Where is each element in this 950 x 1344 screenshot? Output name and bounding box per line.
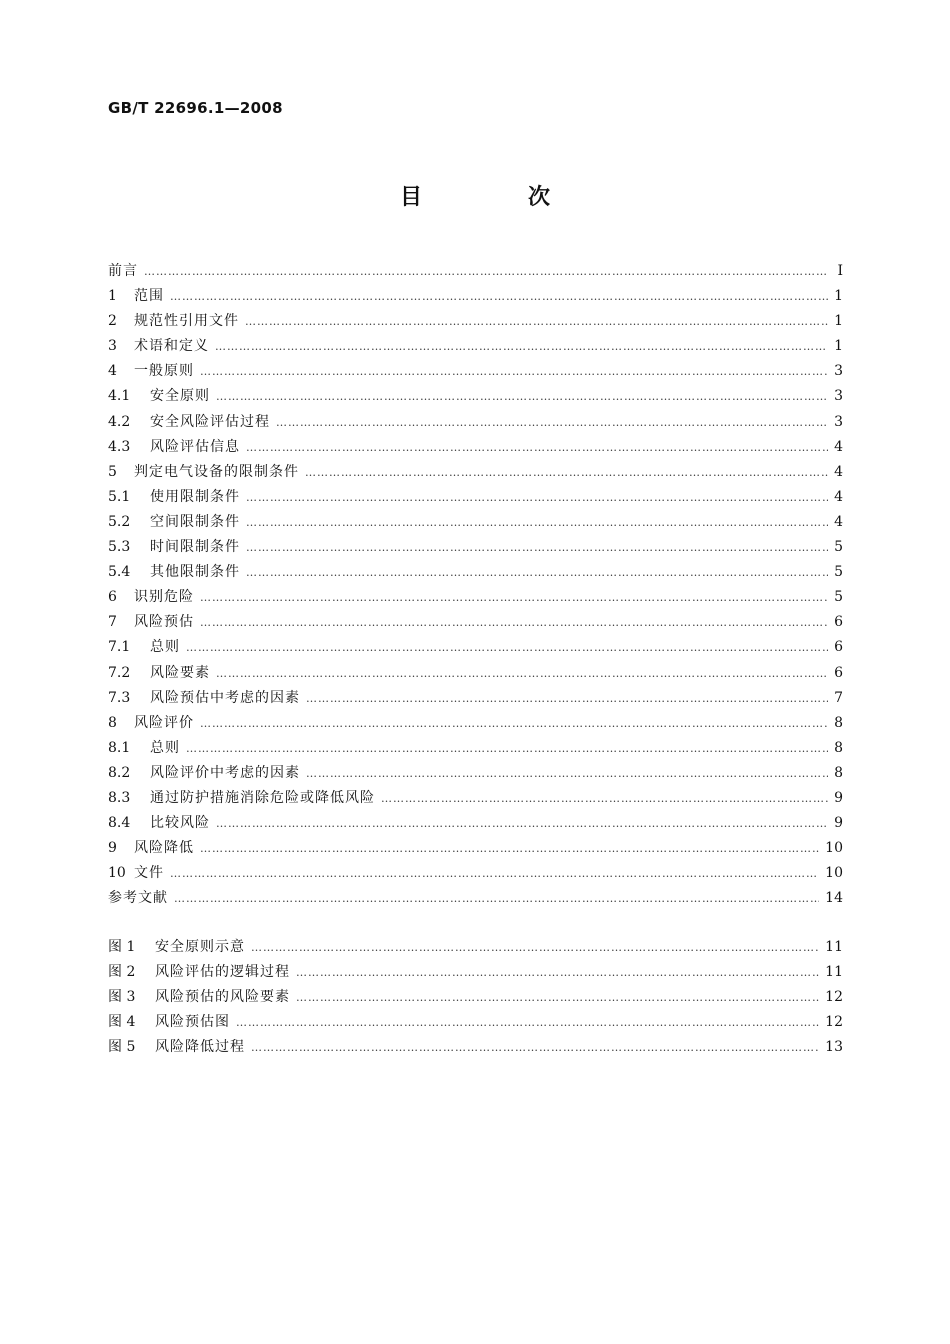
dot-leader <box>200 585 828 610</box>
toc-entry-number: 8 <box>108 714 117 731</box>
toc-entry-number: 图 3 <box>108 989 136 1006</box>
toc-entry-label: 风险评价 <box>134 714 194 731</box>
toc-entry-label: 前言 <box>108 263 138 279</box>
dot-leader <box>186 635 828 660</box>
toc-entry-label: 风险降低 <box>134 840 194 857</box>
toc-entry-number: 7.2 <box>108 664 131 681</box>
toc-entry[interactable] <box>108 786 843 811</box>
toc-entry-number: 4.1 <box>108 388 131 405</box>
toc-entry-label: 识别危险 <box>134 589 194 606</box>
dot-leader <box>174 886 819 911</box>
dot-leader <box>246 535 828 560</box>
toc-entry[interactable] <box>108 686 843 711</box>
dot-leader <box>245 309 828 334</box>
dot-leader <box>381 786 828 811</box>
toc-entry-number: 5.1 <box>108 488 131 505</box>
toc-entry-page: 6 <box>834 639 843 656</box>
dot-leader <box>306 761 828 786</box>
toc-entry-number: 8.3 <box>108 789 131 806</box>
toc-entry[interactable] <box>108 935 843 960</box>
toc-entry-page: 10 <box>825 865 843 882</box>
toc-entry-label: 其他限制条件 <box>150 564 240 581</box>
toc-entry[interactable] <box>108 460 843 485</box>
toc-entry[interactable] <box>108 635 843 660</box>
toc-entry-page: 1 <box>834 338 843 355</box>
toc-entry-number: 7 <box>108 614 117 631</box>
toc-entry-label: 总则 <box>150 739 180 756</box>
table-of-contents <box>108 259 843 911</box>
toc-entry-number: 图 2 <box>108 964 136 981</box>
toc-entry-page: 12 <box>825 1014 843 1031</box>
toc-entry-page: 1 <box>834 288 843 305</box>
toc-entry-number: 6 <box>108 589 117 606</box>
toc-entry-page: 11 <box>825 939 843 955</box>
toc-entry[interactable] <box>108 485 843 510</box>
toc-entry-label: 风险要素 <box>150 664 210 681</box>
toc-entry-label: 范围 <box>134 288 164 305</box>
toc-entry-number: 8.4 <box>108 815 131 832</box>
toc-entry-label: 术语和定义 <box>134 338 209 355</box>
page-title: 目 次 <box>399 185 592 210</box>
toc-entry[interactable] <box>108 259 843 284</box>
toc-entry-page: 13 <box>825 1039 843 1056</box>
toc-entry-page: 7 <box>834 689 843 706</box>
list-of-figures <box>108 935 843 1060</box>
toc-entry-page: 4 <box>834 463 843 480</box>
toc-entry-number: 7.1 <box>108 639 131 656</box>
toc-entry-number: 1 <box>108 288 117 305</box>
dot-leader <box>216 661 828 686</box>
toc-entry[interactable] <box>108 661 843 686</box>
toc-entry-label: 使用限制条件 <box>150 488 240 505</box>
dot-leader <box>200 711 828 736</box>
toc-entry-label: 风险评价中考虑的因素 <box>150 764 300 781</box>
dot-leader <box>236 1010 819 1035</box>
toc-entry-number: 4.3 <box>108 438 131 455</box>
toc-entry-label: 风险评估信息 <box>150 438 240 455</box>
toc-entry-number: 图 4 <box>108 1014 136 1031</box>
toc-entry-page: 11 <box>825 964 843 981</box>
toc-entry[interactable] <box>108 861 843 886</box>
toc-entry[interactable] <box>108 736 843 761</box>
toc-entry-number: 5.2 <box>108 513 131 530</box>
dot-leader <box>306 686 828 711</box>
toc-entry[interactable] <box>108 1035 843 1060</box>
toc-entry-label: 比较风险 <box>150 815 210 832</box>
toc-entry[interactable] <box>108 309 843 334</box>
toc-entry-label: 安全风险评估过程 <box>150 413 270 430</box>
toc-entry-number: 5.3 <box>108 539 131 556</box>
dot-leader <box>276 410 828 435</box>
toc-entry-number: 10 <box>108 865 126 882</box>
dot-leader <box>186 736 828 761</box>
toc-entry-page: 9 <box>834 815 843 832</box>
toc-entry-label: 总则 <box>150 639 180 656</box>
toc-entry[interactable] <box>108 836 843 861</box>
toc-entry[interactable] <box>108 334 843 359</box>
toc-entry[interactable] <box>108 560 843 585</box>
toc-entry-number: 9 <box>108 840 117 857</box>
dot-leader <box>246 435 828 460</box>
toc-entry[interactable] <box>108 585 843 610</box>
toc-entry-label: 风险预估的风险要素 <box>155 989 290 1006</box>
dot-leader <box>251 1035 819 1060</box>
toc-entry[interactable] <box>108 886 843 911</box>
dot-leader <box>305 460 828 485</box>
toc-entry-label: 风险预估图 <box>155 1014 230 1031</box>
toc-entry-page: 14 <box>825 890 843 907</box>
toc-entry-page: Ⅰ <box>837 263 843 279</box>
toc-entry[interactable] <box>108 510 843 535</box>
dot-leader <box>216 384 828 409</box>
toc-entry-number: 8.1 <box>108 739 131 756</box>
dot-leader <box>215 334 828 359</box>
toc-entry-number: 3 <box>108 338 117 355</box>
toc-entry-number: 4.2 <box>108 413 131 430</box>
toc-entry-label: 时间限制条件 <box>150 539 240 556</box>
toc-entry-number: 图 1 <box>108 939 136 955</box>
toc-entry-label: 参考文献 <box>108 890 168 907</box>
toc-entry-label: 一般原则 <box>134 363 194 380</box>
toc-entry[interactable] <box>108 284 843 309</box>
toc-entry[interactable] <box>108 1010 843 1035</box>
toc-entry-page: 12 <box>825 989 843 1006</box>
toc-entry[interactable] <box>108 811 843 836</box>
dot-leader <box>200 836 819 861</box>
toc-entry[interactable] <box>108 359 843 384</box>
toc-entry-number: 5 <box>108 463 117 480</box>
toc-entry-label: 判定电气设备的限制条件 <box>134 463 299 480</box>
toc-entry-number: 4 <box>108 363 117 380</box>
toc-entry-label: 空间限制条件 <box>150 513 240 530</box>
dot-leader <box>144 259 829 284</box>
toc-entry-number: 2 <box>108 313 117 330</box>
toc-entry-label: 安全原则 <box>150 388 210 405</box>
toc-entry-page: 8 <box>834 764 843 781</box>
toc-entry-label: 风险预估 <box>134 614 194 631</box>
toc-entry[interactable] <box>108 960 843 985</box>
toc-entry-page: 6 <box>834 614 843 631</box>
toc-entry-number: 5.4 <box>108 564 131 581</box>
toc-entry-label: 规范性引用文件 <box>134 313 239 330</box>
dot-leader <box>200 610 828 635</box>
toc-entry-page: 1 <box>834 313 843 330</box>
toc-entry-page: 8 <box>834 714 843 731</box>
dot-leader <box>246 560 828 585</box>
toc-entry-number: 图 5 <box>108 1039 136 1056</box>
standard-code: GB/T 22696.1—2008 <box>108 99 283 117</box>
toc-entry[interactable] <box>108 610 843 635</box>
dot-leader <box>170 861 819 886</box>
toc-entry-label: 风险评估的逻辑过程 <box>155 964 290 981</box>
toc-entry-page: 6 <box>834 664 843 681</box>
toc-entry[interactable] <box>108 985 843 1010</box>
toc-entry-page: 10 <box>825 840 843 857</box>
dot-leader <box>216 811 828 836</box>
toc-entry-page: 3 <box>834 388 843 405</box>
toc-entry-number: 7.3 <box>108 689 131 706</box>
dot-leader <box>246 485 828 510</box>
dot-leader <box>251 935 819 960</box>
toc-entry-page: 5 <box>834 539 843 556</box>
toc-entry[interactable] <box>108 410 843 435</box>
toc-entry-page: 8 <box>834 739 843 756</box>
dot-leader <box>200 359 828 384</box>
toc-entry-page: 4 <box>834 438 843 455</box>
toc-entry[interactable] <box>108 711 843 736</box>
toc-entry-page: 9 <box>834 789 843 806</box>
toc-entry[interactable] <box>108 535 843 560</box>
toc-entry-label: 风险预估中考虑的因素 <box>150 689 300 706</box>
toc-entry-page: 4 <box>834 488 843 505</box>
toc-entry-page: 5 <box>834 564 843 581</box>
toc-entry-label: 文件 <box>134 865 164 882</box>
dot-leader <box>246 510 828 535</box>
toc-entry-page: 4 <box>834 513 843 530</box>
toc-entry-page: 3 <box>834 363 843 380</box>
toc-entry-label: 通过防护措施消除危险或降低风险 <box>150 789 375 806</box>
dot-leader <box>170 284 828 309</box>
toc-entry-page: 5 <box>834 589 843 606</box>
dot-leader <box>296 960 819 985</box>
toc-entry-number: 8.2 <box>108 764 131 781</box>
toc-entry[interactable] <box>108 384 843 409</box>
toc-entry-label: 风险降低过程 <box>155 1039 245 1056</box>
toc-entry[interactable] <box>108 761 843 786</box>
toc-entry-label: 安全原则示意 <box>155 939 245 955</box>
dot-leader <box>296 985 819 1010</box>
toc-entry-page: 3 <box>834 413 843 430</box>
toc-entry[interactable] <box>108 435 843 460</box>
